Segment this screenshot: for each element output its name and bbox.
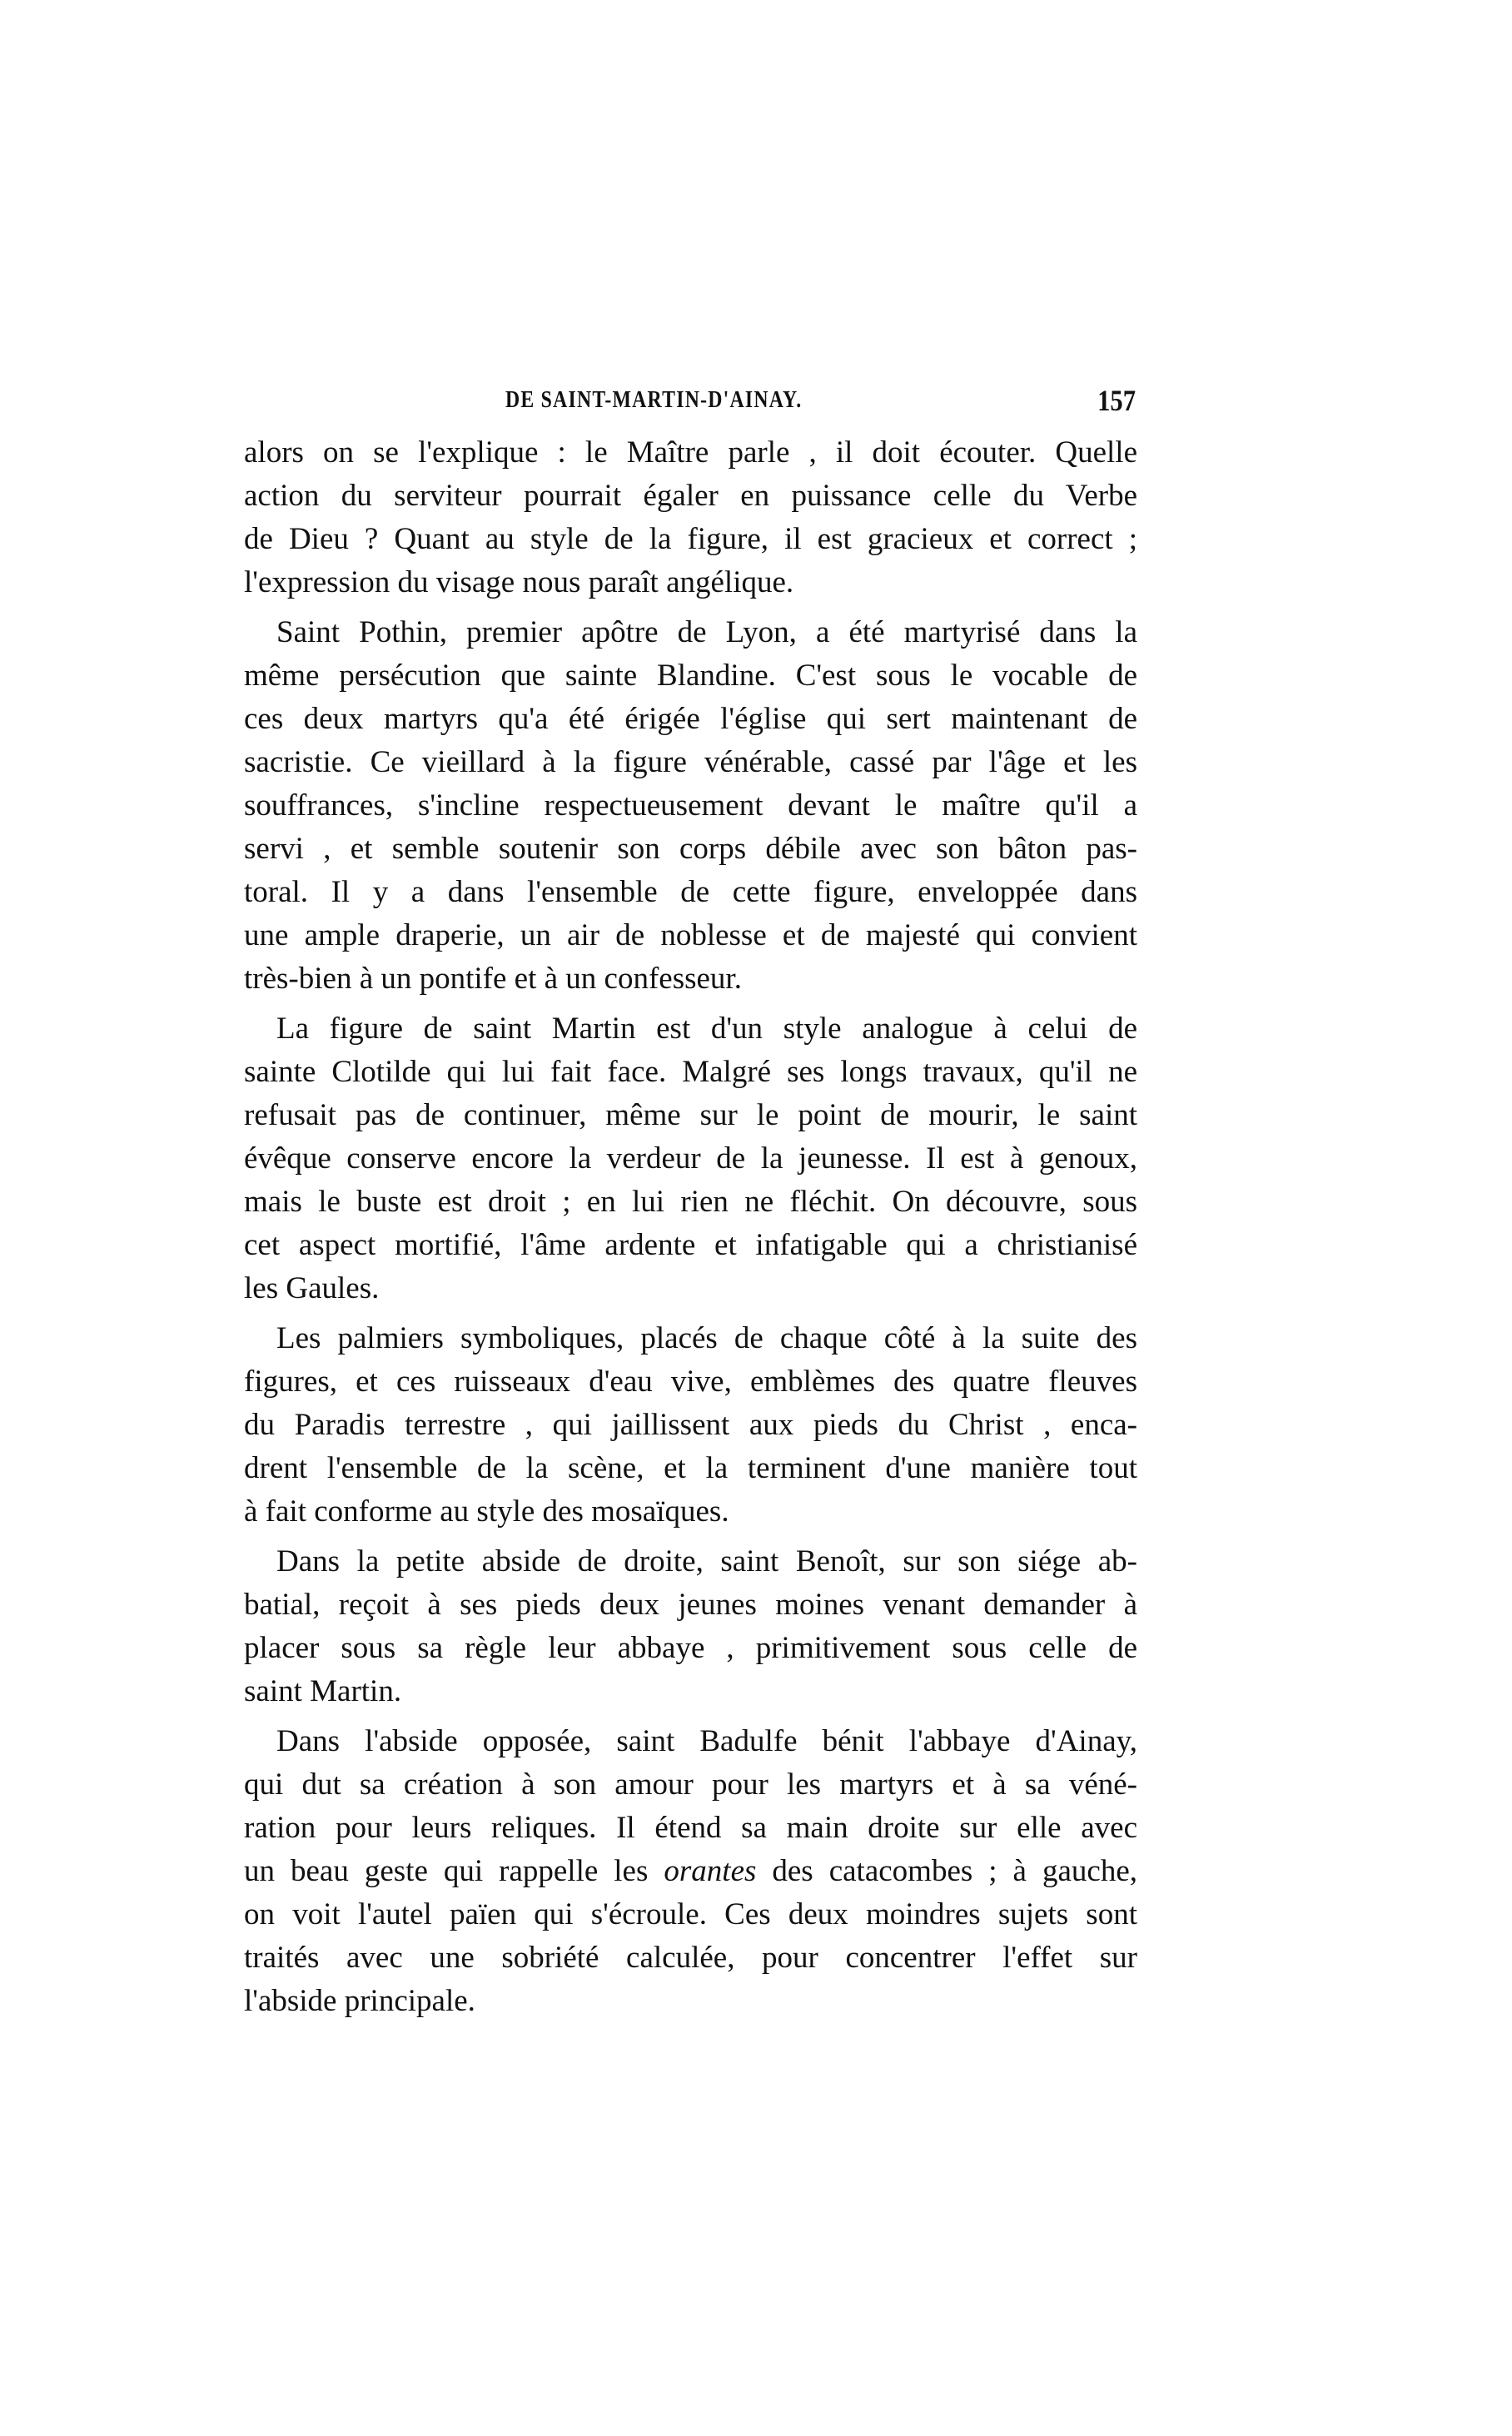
text-line: qui dut sa création à son amour pour les martyrs et à sa véné- — [244, 1767, 1137, 1802]
paragraph-5 — [244, 1540, 1137, 1713]
text-line: souffrances, s'incline respectueusement devant le maître qu'il a — [244, 788, 1137, 823]
text-line: sacristie. Ce vieillard à la figure vénérable, cassé par l'âge et les — [244, 745, 1137, 779]
text-line: l'expression du visage nous paraît angélique. — [244, 565, 794, 599]
page-number: 157 — [1097, 384, 1136, 417]
text-line: saint Martin. — [244, 1674, 402, 1708]
text-line: cet aspect mortifié, l'âme ardente et infatigable qui a christianisé — [244, 1228, 1137, 1262]
text-line: sainte Clotilde qui lui fait face. Malgré ses longs travaux, qu'il ne — [244, 1055, 1137, 1089]
text-line: à fait conforme au style des mosaïques. — [244, 1494, 729, 1529]
running-title: DE SAINT-MARTIN-D'AINAY. — [505, 386, 803, 413]
text-line: Dans la petite abside de droite, saint Benoît, sur son siége ab- — [276, 1544, 1137, 1578]
text-line: batial, reçoit à ses pieds deux jeunes moines venant demander à — [244, 1588, 1137, 1622]
text-line: toral. Il y a dans l'ensemble de cette figure, enveloppée dans — [244, 875, 1137, 909]
text-line: placer sous sa règle leur abbaye , primitivement sous celle de — [244, 1631, 1137, 1665]
text-line: refusait pas de continuer, même sur le point de mourir, le saint — [244, 1098, 1137, 1132]
paragraph-3 — [244, 1007, 1137, 1310]
running-head — [244, 381, 1137, 415]
text-line: ces deux martyrs qu'a été érigée l'église qui sert maintenant de — [244, 702, 1137, 736]
paragraph-1 — [244, 431, 1137, 604]
paragraph-4 — [244, 1317, 1137, 1534]
text-line: mais le buste est droit ; en lui rien ne fléchit. On découvre, sous — [244, 1185, 1137, 1219]
text-line: figures, et ces ruisseaux d'eau vive, emblèmes des quatre fleuves — [244, 1365, 1137, 1399]
text-line: l'abside principale. — [244, 1984, 475, 2018]
body-text — [244, 431, 1137, 2030]
text-line: on voit l'autel païen qui s'écroule. Ces deux moindres sujets sont — [244, 1897, 1137, 1931]
paragraph-6 — [244, 1720, 1137, 2023]
paragraph-2 — [244, 611, 1137, 1001]
text-line: Saint Pothin, premier apôtre de Lyon, a été martyrisé dans la — [276, 615, 1137, 649]
text-line: drent l'ensemble de la scène, et la terminent d'une manière tout — [244, 1451, 1137, 1485]
text-line: même persécution que sainte Blandine. C'est sous le vocable de — [244, 659, 1137, 693]
text-line: les Gaules. — [244, 1271, 380, 1305]
text-line: Les palmiers symboliques, placés de chaque côté à la suite des — [276, 1321, 1137, 1355]
text-line: Dans l'abside opposée, saint Badulfe bénit l'abbaye d'Ainay, — [276, 1724, 1137, 1758]
text-line: alors on se l'explique : le Maître parle , il doit écouter. Quelle — [244, 435, 1137, 470]
text-line: un beau geste qui rappelle les orantes des catacombes ; à gauche, — [244, 1854, 1137, 1888]
text-line: une ample draperie, un air de noblesse et de majesté qui convient — [244, 918, 1137, 952]
text-line: du Paradis terrestre , qui jaillissent aux pieds du Christ , enca- — [244, 1408, 1137, 1442]
text-line: de Dieu ? Quant au style de la figure, il est gracieux et correct ; — [244, 522, 1137, 556]
text-line: La figure de saint Martin est d'un style analogue à celui de — [276, 1012, 1137, 1046]
text-line: très-bien à un pontife et à un confesseur. — [244, 962, 742, 996]
italic-word: orantes — [664, 1854, 757, 1888]
text-line: action du serviteur pourrait égaler en puissance celle du Verbe — [244, 479, 1137, 513]
text-line: ration pour leurs reliques. Il étend sa main droite sur elle avec — [244, 1811, 1137, 1845]
text-line: évêque conserve encore la verdeur de la jeunesse. Il est à genoux, — [244, 1141, 1137, 1176]
text-line: traités avec une sobriété calculée, pour concentrer l'effet sur — [244, 1941, 1137, 1975]
text-line: servi , et semble soutenir son corps débile avec son bâton pas- — [244, 832, 1137, 866]
